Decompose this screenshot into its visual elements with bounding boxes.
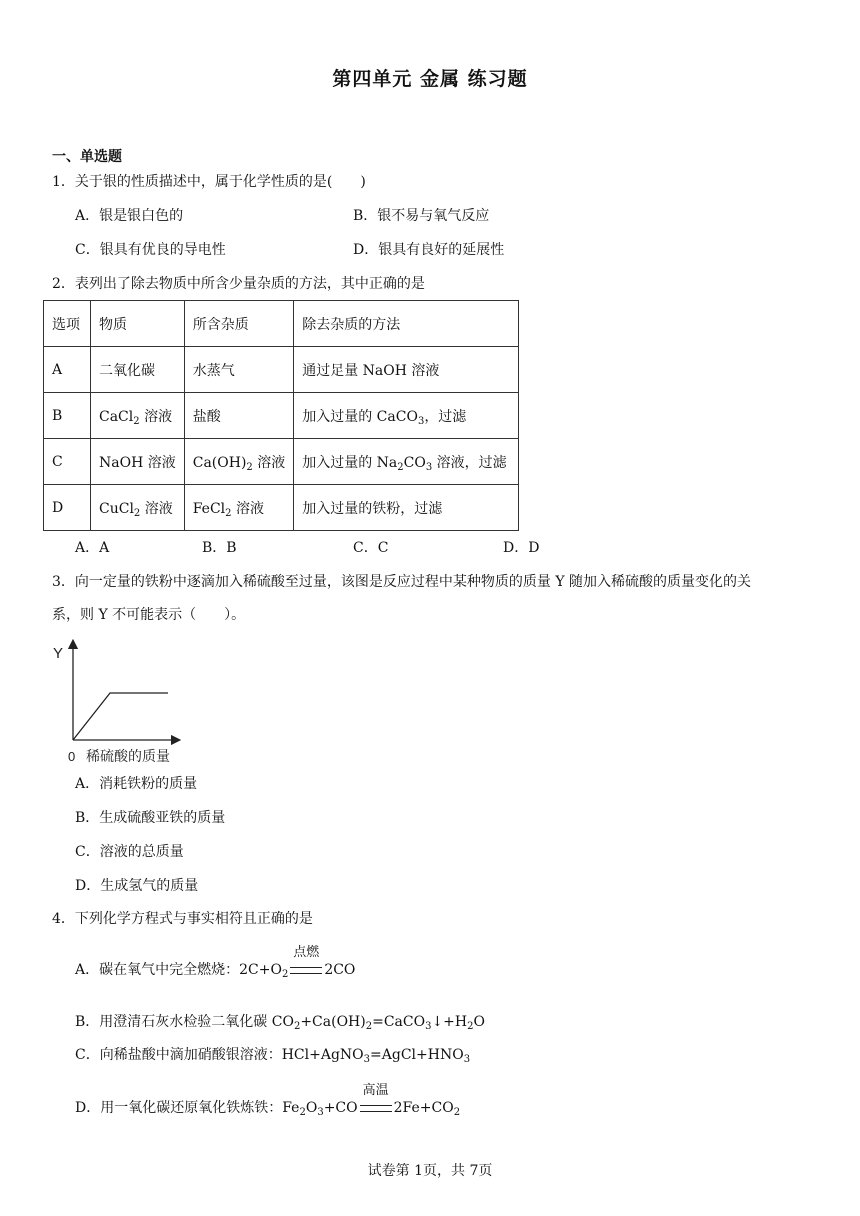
q1-option-c: C．银具有优良的导电性 — [75, 242, 226, 258]
table-header-cell: 选项 — [44, 301, 91, 347]
table-cell: 加入过量的 $Na_2CO_3$ 溶液，过滤 — [294, 439, 519, 485]
table-cell: 二氧化碳 — [91, 347, 185, 393]
reaction-condition-arrow: 高温 — [358, 1098, 394, 1118]
origin-label: 0 — [68, 749, 76, 764]
table-cell: 盐酸 — [184, 393, 294, 439]
table-cell: 加入过量的 CaCO$_3$，过滤 — [294, 393, 519, 439]
q2-option-c: C．C — [353, 540, 389, 556]
table-cell: NaOH 溶液 — [91, 439, 185, 485]
q3-stem-line2: 系，则 Y 不可能表示（ ）。 — [52, 607, 246, 623]
table-cell: FeCl$_2$ 溶液 — [184, 485, 294, 531]
reaction-condition-arrow: 点燃 — [288, 960, 324, 980]
q4-stem: 4．下列化学方程式与事实相符且正确的是 — [52, 911, 313, 927]
x-axis-label: 稀硫酸的质量 — [86, 749, 170, 765]
curve-line — [73, 693, 168, 740]
table-row — [44, 439, 519, 485]
q3-option-c: C．溶液的总质量 — [75, 844, 184, 860]
table-cell: 通过足量 NaOH 溶液 — [294, 347, 519, 393]
table-cell: D — [44, 485, 91, 531]
table-cell: 加入过量的铁粉，过滤 — [294, 485, 519, 531]
q2-option-b: B．B — [202, 540, 237, 556]
table-header-row — [44, 301, 519, 347]
q3-option-b: B．生成硫酸亚铁的质量 — [75, 810, 226, 826]
q1-option-d: D．银具有良好的延展性 — [353, 242, 505, 258]
table-row — [44, 393, 519, 439]
mass-graph — [50, 636, 220, 772]
q3-option-d: D．生成氢气的质量 — [75, 878, 199, 894]
table-header-cell: 物质 — [91, 301, 185, 347]
q4-option-a: A．碳在氧气中完全燃烧：$2C+O_2$ 点燃 2CO — [75, 945, 356, 980]
q1-option-a: A．银是银白色的 — [75, 208, 184, 224]
table-cell: $Ca(OH)_2$ 溶液 — [184, 439, 294, 485]
q4-option-b: B．用澄清石灰水检验二氧化碳 $CO_2+Ca(OH)_2=CaCO_3↓+H_2O$ — [75, 1014, 485, 1032]
section-heading: 一、单选题 — [52, 149, 122, 165]
q2-option-a: A．A — [75, 540, 110, 556]
table-row — [44, 347, 519, 393]
table-cell: 水蒸气 — [184, 347, 294, 393]
page-title: 第四单元 金属 练习题 — [332, 68, 528, 90]
q2-stem: 2．表列出了除去物质中所含少量杂质的方法，其中正确的是 — [52, 276, 425, 292]
page-footer: 试卷第 1页，共 7页 — [367, 1163, 493, 1179]
q2-option-d: D．D — [503, 540, 540, 556]
table-header-cell: 除去杂质的方法 — [294, 301, 519, 347]
q1-stem: 1．关于银的性质描述中，属于化学性质的是( ) — [52, 174, 366, 190]
table-cell: A — [44, 347, 91, 393]
q4-option-d: D．用一氧化碳还原氧化铁炼铁：$Fe_2O_3+CO$ 高温 $2Fe+CO_2$ — [75, 1083, 461, 1118]
q4-option-c: C．向稀盐酸中滴加硝酸银溶液：$HCl+AgNO_3=AgCl+HNO_3$ — [75, 1047, 471, 1065]
q3-stem-line1: 3．向一定量的铁粉中逐滴加入稀硫酸至过量，该图是反应过程中某种物质的质量 Y 随加入稀硫酸的质量变化的关 — [52, 574, 752, 590]
impurity-table — [43, 300, 519, 531]
table-header-cell: 所含杂质 — [184, 301, 294, 347]
table-cell: C — [44, 439, 91, 485]
y-axis-label: Y — [53, 645, 64, 662]
q3-option-a: A．消耗铁粉的质量 — [75, 776, 198, 792]
q1-option-b: B．银不易与氧气反应 — [353, 208, 490, 224]
table-row — [44, 485, 519, 531]
table-cell: CuCl$_2$ 溶液 — [91, 485, 185, 531]
table-cell: CaCl$_2$ 溶液 — [91, 393, 185, 439]
table-cell: B — [44, 393, 91, 439]
